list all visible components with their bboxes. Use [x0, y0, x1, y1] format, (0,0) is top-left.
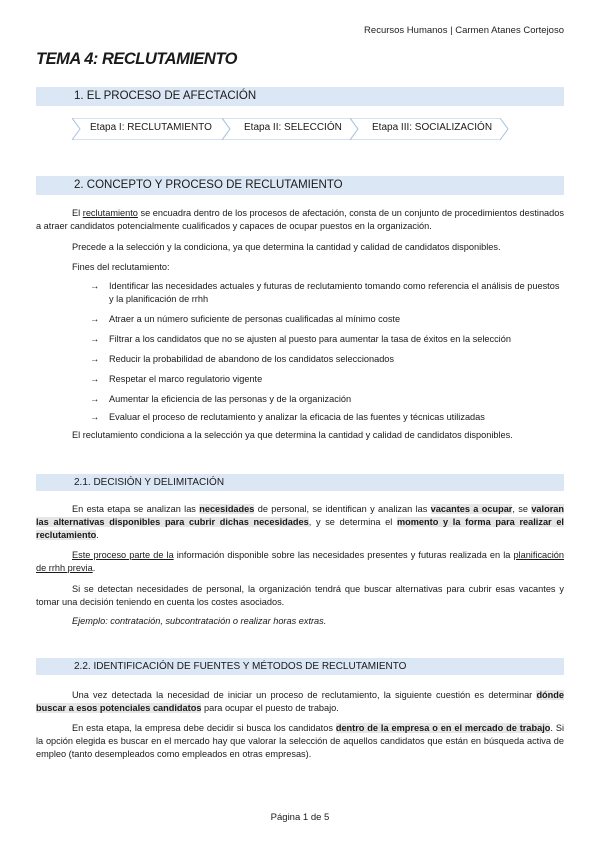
paragraph-conclusion: El reclutamiento condiciona a la selección ya que determina la cantidad y calidad de candidatos disponibles.	[72, 430, 513, 440]
paragraph-donde-buscar: Una vez detectada la necesidad de iniciar un proceso de reclutamiento, la siguiente cuestión es determinar dónde buscar a esos potenciales candidatos para ocupar el puesto de trabajo.	[36, 690, 564, 713]
arrow-icon: →	[90, 314, 100, 324]
list-item: → Identificar las necesidades actuales y futuras de reclutamiento tomando como referencia el análisis de puestos y la planificación de rrhh	[90, 281, 560, 304]
paragraph-definition: El reclutamiento se encuadra dentro de los procesos de afectación, consta de un conjunto de procedimientos destinados a atraer candidatos potencialmente cualificados y capaces de ocupar puestos en la organización.	[36, 208, 564, 231]
arrow-icon: →	[90, 374, 100, 384]
paragraph-fines-label: Fines del reclutamiento:	[72, 262, 170, 272]
arrow-icon: →	[90, 281, 100, 291]
arrow-icon: →	[90, 394, 100, 404]
stage-2	[222, 118, 360, 140]
document-title: TEMA 4: RECLUTAMIENTO	[36, 50, 237, 68]
stage-1-label: Etapa I: RECLUTAMIENTO	[90, 122, 212, 133]
stage-1	[72, 118, 232, 140]
list-item: → Atraer a un número suficiente de personas cualificadas al mínimo coste	[90, 314, 401, 324]
paragraph-dentro-mercado: En esta etapa, la empresa debe decidir si busca los candidatos dentro de la empresa o en el mercado de trabajo. Si la opción elegida es buscar en el mercado hay que valorar la selección de aquellos candidatos que están en búsqueda activa de empleo (tanto desempleados como empleados en otras empresas).	[36, 723, 565, 759]
page-number: Página 1 de 5	[270, 812, 330, 823]
arrow-icon: →	[90, 412, 100, 422]
section-heading-decision: 2.1. DECISIÓN Y DELIMITACIÓN	[36, 474, 564, 491]
list-item: → Evaluar el proceso de reclutamiento y analizar la eficacia de las fuentes y técnicas utilizadas	[90, 412, 485, 422]
list-item: → Filtrar a los candidatos que no se ajusten al puesto para aumentar la tasa de éxitos en la selección	[90, 334, 511, 344]
stage-3	[350, 118, 510, 140]
stage-2-label: Etapa II: SELECCIÓN	[244, 122, 342, 133]
section-heading-afectacion: 1. EL PROCESO DE AFECTACIÓN	[36, 87, 564, 106]
section-heading-fuentes: 2.2. IDENTIFICACIÓN DE FUENTES Y MÉTODOS DE RECLUTAMIENTO	[36, 658, 564, 675]
section-heading-concepto: 2. CONCEPTO Y PROCESO DE RECLUTAMIENTO	[36, 176, 564, 195]
paragraph-example: Ejemplo: contratación, subcontratación o realizar horas extras.	[72, 616, 327, 626]
paragraph-necesidades: Si se detectan necesidades de personal, la organización tendrá que buscar alternativas para cubrir esas vacantes y tomar una decisión teniendo en cuenta los costes asociados.	[36, 584, 564, 607]
paragraph-etapa-decision: En esta etapa se analizan las necesidades de personal, se identifican y analizan las vacantes a ocupar, se valoran las alternativas disponibles para cubrir dichas necesidades, y se determina el momento y la forma para realizar el reclutamiento.	[36, 504, 564, 540]
arrow-icon: →	[90, 354, 100, 364]
list-item: → Respetar el marco regulatorio vigente	[90, 374, 263, 384]
stage-3-label: Etapa III: SOCIALIZACIÓN	[372, 122, 493, 133]
list-item: → Aumentar la eficiencia de las personas y de la organización	[90, 394, 352, 404]
paragraph-precede: Precede a la selección y la condiciona, ya que determina la cantidad y calidad de candidatos disponibles.	[72, 242, 501, 252]
list-item: → Reducir la probabilidad de abandono de los candidatos seleccionados	[90, 354, 395, 364]
arrow-icon: →	[90, 334, 100, 344]
paragraph-proceso-parte: Este proceso parte de la información disponible sobre las necesidades presentes y futuras realizada en la planificación de rrhh previa.	[36, 550, 565, 573]
running-header: Recursos Humanos | Carmen Atanes Cortejoso	[364, 25, 564, 36]
